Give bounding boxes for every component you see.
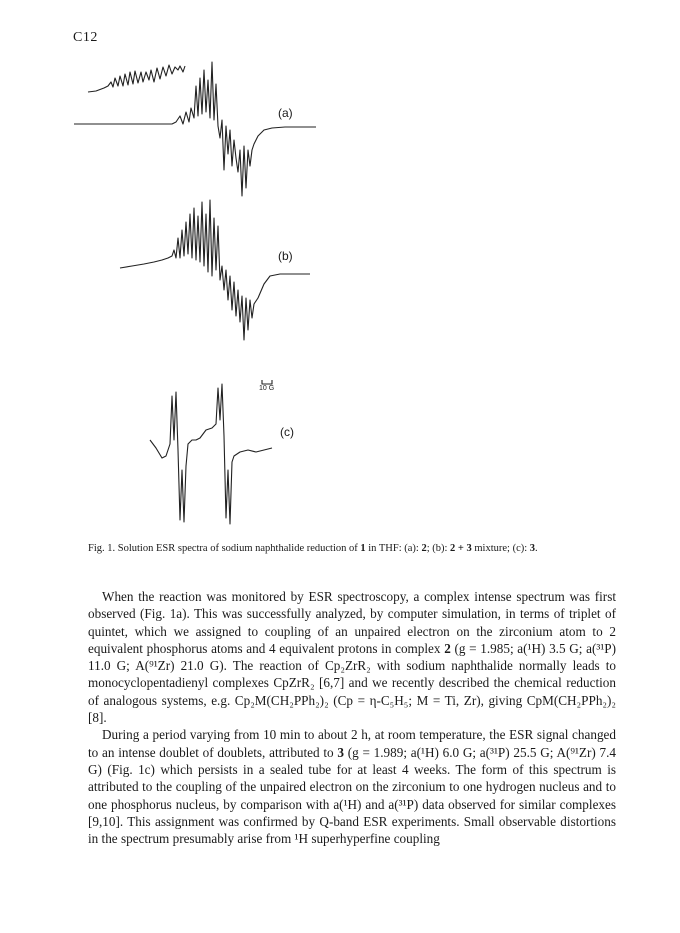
scale-label: 10 G: [259, 385, 275, 392]
caption-mixture: 2 + 3: [450, 543, 472, 554]
paragraph-2-compound: 3: [337, 744, 344, 760]
paragraph-1-part-1: When the reaction was monitored by ESR spectroscopy, a complex intense spectrum was first observed (Fig. 1a). This was successfully analyzed, by computer simulation, in terms of triplet of quintet, which we assigned to coupling of an unpaired electron on the zirconium atom to 2 equivalent phosphorus atoms and 4 equivalent protons in complex: [88, 589, 616, 656]
scale-bar: [262, 380, 272, 384]
paragraph-1-part-2: (g = 1.985; a(¹H) 3.5 G; a(³¹P) 11.0 G; A(⁹¹Zr) 21.0 G). The reaction of Cp₂ZrR₂ with sodium naphthalide normally leads to monocyclopentadienyl complexes CpZrR₂ [6,7] and we recently described the chemical reduction of analogous systems, e.g. Cp₂M(CH₂PPh₂)₂ (Cp = η-C₅H₅; M = Ti, Zr), giving CpM(CH₂PPh₂)₂ [8].: [88, 640, 617, 726]
paragraph-1: [88, 588, 616, 726]
spectrum-c-trace: [150, 384, 275, 524]
paragraph-2: [88, 726, 616, 847]
caption-compound-2: 2: [421, 543, 427, 554]
body-text: [88, 588, 616, 847]
caption-middle: in THF: (a):: [365, 543, 422, 554]
caption-sep: ; (b):: [426, 543, 451, 554]
spectrum-a-upper-trace: [88, 65, 185, 92]
panel-label-a: (a): [278, 106, 293, 120]
caption-lead: Fig. 1. Solution ESR spectra of sodium naphthalide reduction of: [88, 543, 361, 554]
panel-label-b: (b): [278, 249, 293, 263]
paragraph-2-part-2: (g = 1.989; a(¹H) 6.0 G; a(³¹P) 25.5 G; A(⁹¹Zr) 7.4 G) (Fig. 1c) which persists in a sealed tube for at least 4 weeks. The form of this spectrum is attributed to the coupling of the unpaired electron on the zirconium to one hydrogen nucleus and to one phosphorus nucleus, by comparison with a(¹H) and a(³¹P) data observed for similar complexes [9,10]. This assignment was confirmed by Q-band ESR experiments. Small observable distortions in the spectrum presumably arise from ¹H superhyperfine coupling: [88, 744, 616, 847]
figure-caption: [88, 541, 616, 556]
caption-tail: mixture; (c):: [471, 543, 530, 554]
spectrum-b-trace: [120, 200, 310, 340]
caption-end: .: [535, 543, 538, 554]
paragraph-1-compound: 2: [444, 640, 451, 656]
page-number: C12: [73, 30, 98, 45]
panel-label-c: (c): [280, 425, 294, 439]
caption-compound-1: 1: [360, 543, 366, 554]
paragraph-2-part-1: During a period varying from 10 min to about 2 h, at room temperature, the ESR signal changed to an intense doublet of doublets, attributed to: [88, 727, 616, 760]
caption-compound-3: 3: [529, 543, 536, 554]
